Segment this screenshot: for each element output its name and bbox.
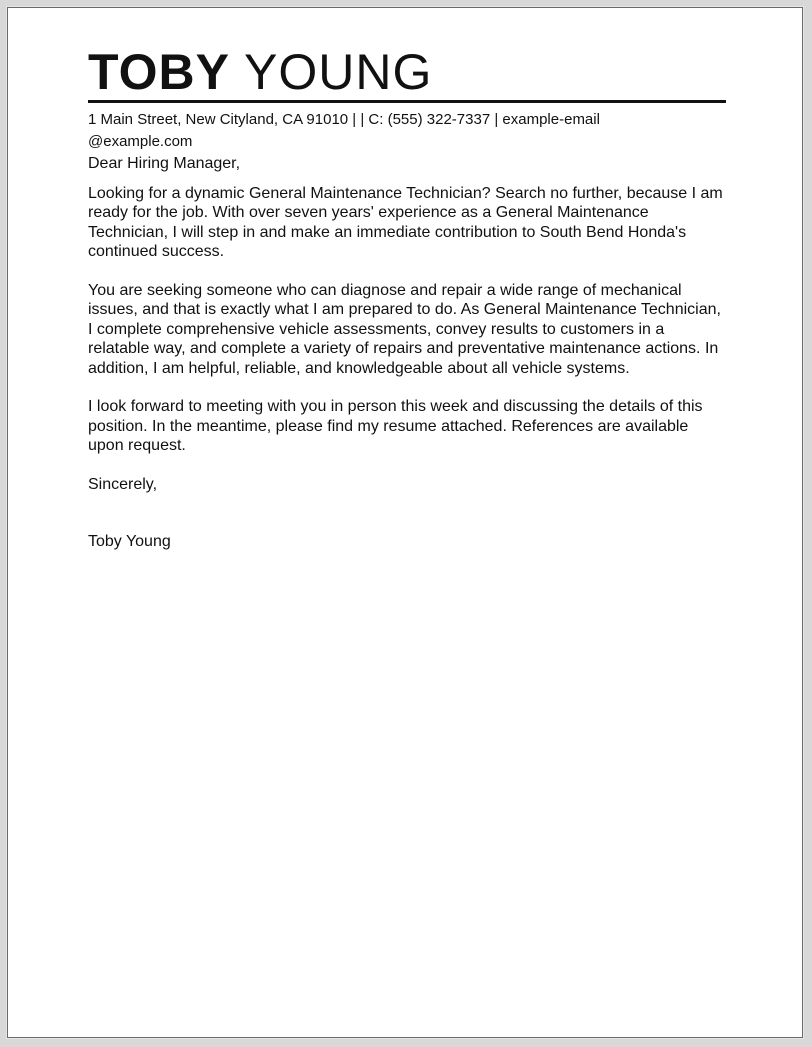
paragraph-qualifications: You are seeking someone who can diagnose and repair a wide range of mechanical issues, and that is exactly what I am prepared to do. As General Maintenance Technician, I complete comprehensive vehicle assessments, convey results to customers in a relatable way, and complete a variety of repairs and preventative maintenance actions. In addition, I am helpful, reliable, and knowledgeable about all vehicle systems. — [88, 281, 721, 377]
letter-body — [88, 154, 728, 571]
letter-header — [88, 46, 726, 153]
letter-page — [7, 7, 803, 1038]
paragraph-closing: I look forward to meeting with you in person this week and discussing the details of this position. In the meantime, please find my resume attached. References are available upon request. — [88, 398, 703, 454]
paragraph-intro: Looking for a dynamic General Maintenance Technician? Search no further, because I am ready for the job. With over seven years' experience as a General Maintenance Technician, I will step in and make an immediate contribution to South Bend Honda's continued success. — [88, 184, 723, 260]
last-name: YOUNG — [244, 44, 433, 100]
first-name: TOBY — [88, 44, 230, 100]
applicant-name — [88, 46, 726, 98]
closing: Sincerely, — [88, 475, 158, 493]
signature: Toby Young — [88, 533, 171, 550]
salutation: Dear Hiring Manager, — [88, 155, 241, 172]
contact-line: 1 Main Street, New Cityland, CA 91010 | | C: (555) 322-7337 | example-email@example.com — [88, 111, 600, 150]
header-divider — [88, 100, 726, 103]
